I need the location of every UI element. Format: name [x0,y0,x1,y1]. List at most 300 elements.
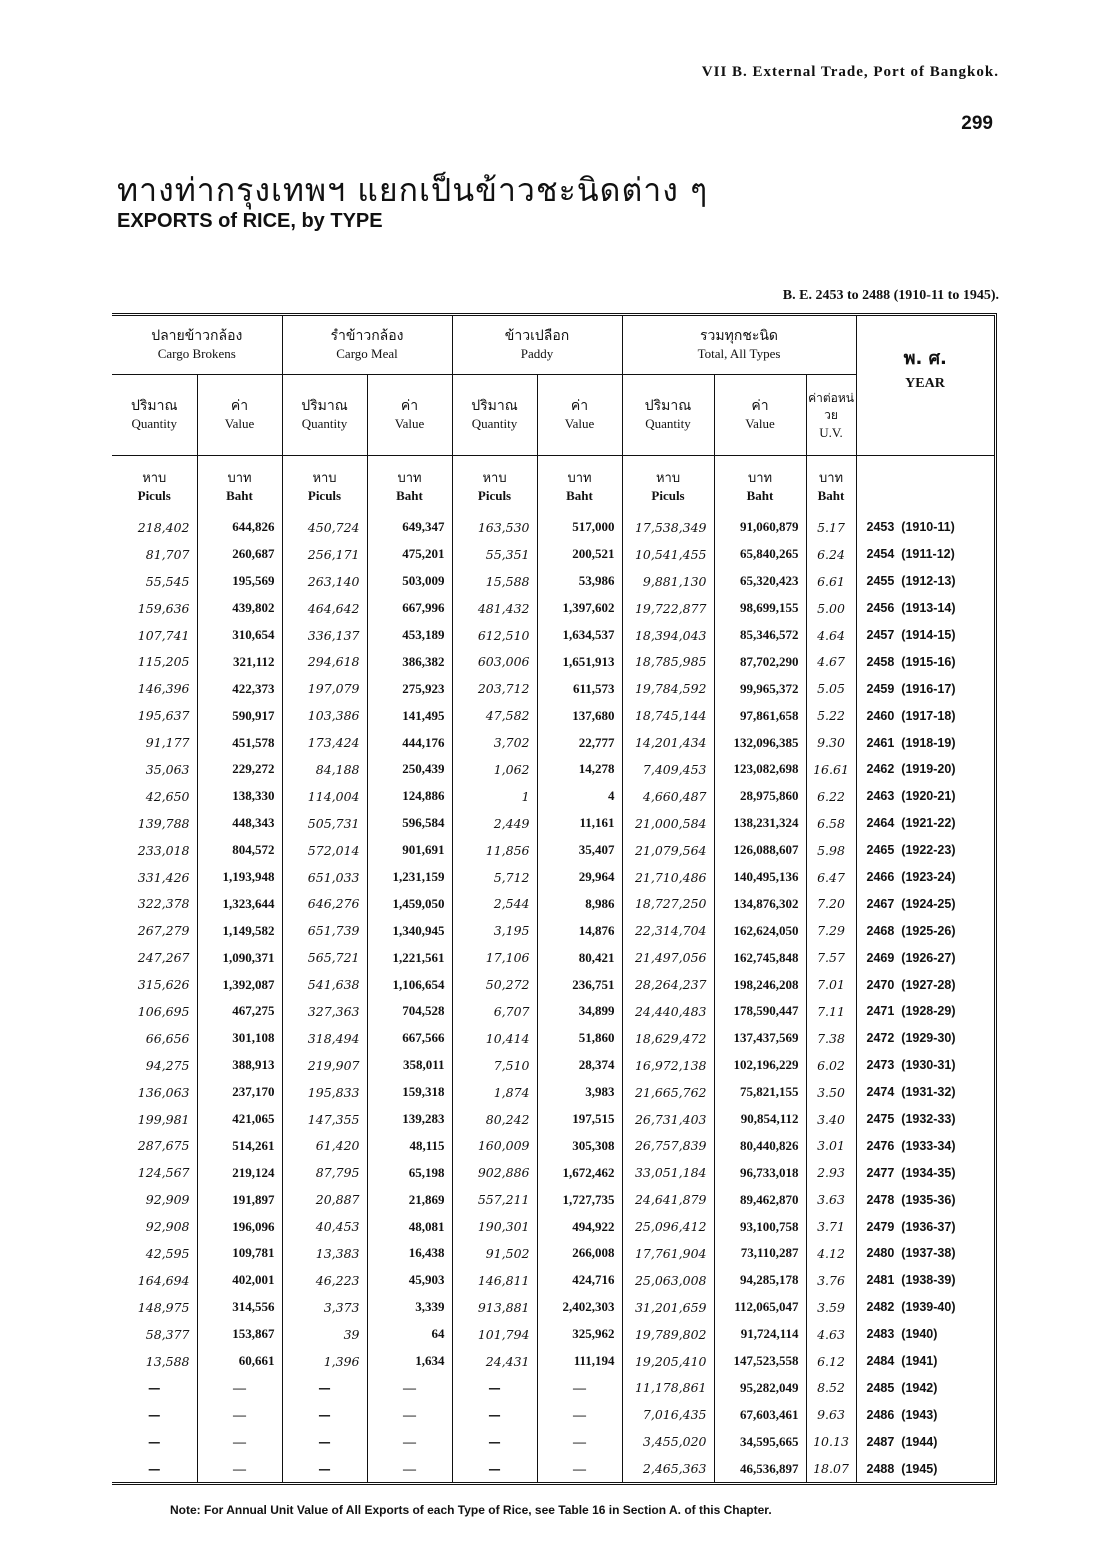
col-label-thai: ค่า [230,398,249,414]
brokens-value-cell: 1,323,644 [197,890,282,917]
year-ad: (1923-24) [901,870,956,885]
unit-label: Piculs [651,487,685,503]
year-ad: (1944) [901,1434,938,1449]
total-value-cell: 102,196,229 [714,1052,806,1079]
unit-value-cell: 4.12 [806,1240,856,1267]
group-label: Cargo Meal [336,346,398,361]
total-value-cell: 75,821,155 [714,1079,806,1106]
meal-value-cell: 1,231,159 [367,864,452,891]
brokens-quantity-cell: 124,567 [112,1159,197,1186]
col-label: U.V. [819,424,843,440]
group-total [622,316,856,375]
group-label-thai: รวมทุกชะนิด [700,328,779,344]
total-quantity-cell: 19,789,802 [622,1321,714,1348]
table-row [112,1294,994,1321]
unit-piculs [282,456,367,515]
meal-quantity-cell: 197,079 [282,675,367,702]
year-cell [856,1294,994,1321]
year-cell [856,595,994,622]
year-ad: (1918-19) [901,735,956,750]
paddy-value-cell: — [537,1401,622,1428]
total-quantity-cell: 21,497,056 [622,944,714,971]
year-be: 2485 [866,1380,895,1395]
paddy-value-cell: 53,986 [537,568,622,595]
brokens-value-cell: 439,802 [197,595,282,622]
group-label: Cargo Brokens [157,346,236,361]
unit-value-cell: 3.01 [806,1132,856,1159]
brokens-value-cell: 109,781 [197,1240,282,1267]
unit-value-cell: 4.63 [806,1321,856,1348]
year-ad: (1931-32) [901,1085,956,1100]
meal-quantity-cell: 219,907 [282,1052,367,1079]
col-label-thai: ค่า [570,398,589,414]
col-label: Value [745,416,775,431]
brokens-value-cell: 60,661 [197,1348,282,1375]
table-row [112,1186,994,1213]
paddy-value-cell: 8,986 [537,890,622,917]
year-ad: (1936-37) [901,1219,956,1234]
brokens-value-cell: 138,330 [197,783,282,810]
total-value-cell: 138,231,324 [714,810,806,837]
year-ad: (1910-11) [901,520,955,535]
brokens-quantity-cell: 164,694 [112,1267,197,1294]
paddy-quantity-cell: 1,062 [452,756,537,783]
year-ad: (1937-38) [901,1246,956,1261]
year-cell [856,1132,994,1159]
brokens-value-cell: 467,275 [197,998,282,1025]
year-be: 2465 [866,843,895,858]
meal-value-cell: 124,886 [367,783,452,810]
year-ad: (1930-31) [901,1058,956,1073]
brokens-value-cell: — [197,1428,282,1455]
total-value-cell: 67,603,461 [714,1401,806,1428]
unit-value-cell: 7.11 [806,998,856,1025]
year-cell [856,810,994,837]
total-quantity-cell: 26,757,839 [622,1132,714,1159]
unit-value-cell: 5.22 [806,702,856,729]
paddy-value-cell: 111,194 [537,1348,622,1375]
table-row [112,568,994,595]
unit-baht [537,456,622,515]
brokens-value-cell: 260,687 [197,541,282,568]
paddy-value-cell: 34,899 [537,998,622,1025]
table-row [112,1375,994,1402]
year-be: 2483 [866,1327,895,1342]
year-ad: (1911-12) [901,547,955,562]
table-row [112,1079,994,1106]
total-quantity-cell: 21,000,584 [622,810,714,837]
meal-value-cell: 21,869 [367,1186,452,1213]
table-row [112,595,994,622]
table-row [112,514,994,541]
brokens-quantity-cell: 322,378 [112,890,197,917]
year-be: 2484 [866,1354,895,1369]
meal-value-cell: 475,201 [367,541,452,568]
table-row [112,648,994,675]
meal-value-cell: 667,996 [367,595,452,622]
brokens-value-cell: 321,112 [197,648,282,675]
year-ad: (1942) [901,1380,938,1395]
brokens-value-cell: 451,578 [197,729,282,756]
total-quantity-cell: 11,178,861 [622,1375,714,1402]
year-be: 2480 [866,1246,895,1261]
brokens-quantity-cell: 42,595 [112,1240,197,1267]
paddy-value-cell: — [537,1428,622,1455]
total-value-cell: 147,523,558 [714,1348,806,1375]
meal-quantity-cell: 103,386 [282,702,367,729]
year-cell [856,541,994,568]
year-ad: (1933-34) [901,1138,956,1153]
total-value-cell: 95,282,049 [714,1375,806,1402]
col-label-thai: ค่า [400,398,419,414]
unit-label: Baht [817,487,845,503]
brokens-quantity-cell: 148,975 [112,1294,197,1321]
brokens-value-cell: 804,572 [197,837,282,864]
unit-value-cell: 18.07 [806,1455,856,1482]
brokens-quantity-cell: 66,656 [112,1025,197,1052]
group-cargo-brokens [112,316,282,375]
year-be: 2488 [866,1461,895,1476]
meal-quantity-cell: — [282,1401,367,1428]
total-quantity-cell: 14,201,434 [622,729,714,756]
col-unit-value [806,375,856,456]
section-header: VII B. External Trade, Port of Bangkok. [701,64,999,80]
year-cell [856,648,994,675]
meal-value-cell: 901,691 [367,837,452,864]
year-be: 2464 [866,816,895,831]
year-cell [856,1455,994,1482]
meal-quantity-cell: 13,383 [282,1240,367,1267]
brokens-quantity-cell: — [112,1428,197,1455]
brokens-quantity-cell: 13,588 [112,1348,197,1375]
brokens-value-cell: 237,170 [197,1079,282,1106]
units-row [112,456,994,515]
year-cell [856,1186,994,1213]
total-value-cell: 91,060,879 [714,514,806,541]
year-cell [856,1106,994,1133]
year-be: 2474 [866,1085,895,1100]
paddy-quantity-cell: — [452,1401,537,1428]
col-quantity [282,375,367,456]
unit-value-cell: 3.76 [806,1267,856,1294]
paddy-quantity-cell: — [452,1428,537,1455]
brokens-value-cell: 301,108 [197,1025,282,1052]
meal-quantity-cell: 336,137 [282,622,367,649]
brokens-quantity-cell: 331,426 [112,864,197,891]
paddy-value-cell: 35,407 [537,837,622,864]
paddy-quantity-cell: 91,502 [452,1240,537,1267]
page-number: 299 [961,113,993,134]
paddy-value-cell: 28,374 [537,1052,622,1079]
total-quantity-cell: 18,727,250 [622,890,714,917]
unit-value-cell: 3.50 [806,1079,856,1106]
table-row [112,1401,994,1428]
col-value [537,375,622,456]
table-row [112,890,994,917]
paddy-quantity-cell: 55,351 [452,541,537,568]
table-row [112,810,994,837]
year-be: 2462 [866,762,895,777]
meal-quantity-cell: 565,721 [282,944,367,971]
brokens-value-cell: 229,272 [197,756,282,783]
meal-quantity-cell: 20,887 [282,1186,367,1213]
year-be: 2467 [866,896,895,911]
col-label: Value [394,416,425,431]
meal-value-cell: 48,081 [367,1213,452,1240]
year-cell [856,1025,994,1052]
table-row [112,1213,994,1240]
unit-value-cell: 4.64 [806,622,856,649]
year-ad: (1945) [901,1461,938,1476]
year-be: 2453 [866,520,895,535]
year-ad: (1917-18) [901,708,956,723]
paddy-value-cell: 14,278 [537,756,622,783]
year-be: 2473 [866,1058,895,1073]
meal-value-cell: 1,221,561 [367,944,452,971]
total-value-cell: 132,096,385 [714,729,806,756]
brokens-value-cell: 388,913 [197,1052,282,1079]
unit-label: Baht [746,487,774,503]
total-value-cell: 198,246,208 [714,971,806,998]
paddy-value-cell: 1,672,462 [537,1159,622,1186]
col-label: Value [224,416,255,431]
total-value-cell: 89,462,870 [714,1186,806,1213]
meal-value-cell: 139,283 [367,1106,452,1133]
brokens-value-cell: 422,373 [197,675,282,702]
brokens-quantity-cell: 315,626 [112,971,197,998]
group-label: Paddy [520,346,554,361]
year-cell [856,1321,994,1348]
year-ad: (1941) [901,1354,938,1369]
meal-value-cell: — [367,1375,452,1402]
paddy-quantity-cell: 6,707 [452,998,537,1025]
unit-label: Piculs [137,487,171,503]
unit-value-cell: 7.01 [806,971,856,998]
year-be: 2487 [866,1434,895,1449]
col-label-thai: ค่า [751,398,769,414]
meal-quantity-cell: 327,363 [282,998,367,1025]
paddy-quantity-cell: 80,242 [452,1106,537,1133]
paddy-quantity-cell: 603,006 [452,648,537,675]
paddy-value-cell: — [537,1455,622,1482]
brokens-value-cell: 644,826 [197,514,282,541]
total-value-cell: 80,440,826 [714,1132,806,1159]
total-quantity-cell: 10,541,455 [622,541,714,568]
meal-quantity-cell: 195,833 [282,1079,367,1106]
total-quantity-cell: 19,205,410 [622,1348,714,1375]
total-value-cell: 98,699,155 [714,595,806,622]
meal-quantity-cell: 651,739 [282,917,367,944]
total-quantity-cell: 16,972,138 [622,1052,714,1079]
unit-piculs [622,456,714,515]
total-value-cell: 112,065,047 [714,1294,806,1321]
year-cell [856,514,994,541]
meal-quantity-cell: 87,795 [282,1159,367,1186]
paddy-quantity-cell: 101,794 [452,1321,537,1348]
total-quantity-cell: 28,264,237 [622,971,714,998]
paddy-value-cell: 14,876 [537,917,622,944]
year-cell [856,1267,994,1294]
meal-quantity-cell: 646,276 [282,890,367,917]
total-value-cell: 87,702,290 [714,648,806,675]
table-row [112,837,994,864]
brokens-value-cell: — [197,1455,282,1482]
meal-value-cell: 453,189 [367,622,452,649]
brokens-quantity-cell: 94,275 [112,1052,197,1079]
total-value-cell: 65,320,423 [714,568,806,595]
paddy-value-cell: 3,983 [537,1079,622,1106]
brokens-quantity-cell: 218,402 [112,514,197,541]
paddy-quantity-cell: 913,881 [452,1294,537,1321]
brokens-quantity-cell: 139,788 [112,810,197,837]
total-value-cell: 99,965,372 [714,675,806,702]
paddy-quantity-cell: 612,510 [452,622,537,649]
year-be: 2460 [866,708,895,723]
unit-value-cell: 3.59 [806,1294,856,1321]
year-cell [856,1052,994,1079]
year-cell [856,783,994,810]
year-ad: (1915-16) [901,654,956,669]
meal-quantity-cell: 263,140 [282,568,367,595]
unit-piculs [112,456,197,515]
year-be: 2478 [866,1192,895,1207]
year-cell [856,944,994,971]
unit-value-cell: 9.30 [806,729,856,756]
paddy-value-cell: 517,000 [537,514,622,541]
year-cell [856,1401,994,1428]
unit-value-cell: 4.67 [806,648,856,675]
table-row [112,783,994,810]
unit-label-thai: หาบ [655,470,681,486]
total-quantity-cell: 18,394,043 [622,622,714,649]
total-quantity-cell: 9,881,130 [622,568,714,595]
total-quantity-cell: 7,409,453 [622,756,714,783]
brokens-quantity-cell: 35,063 [112,756,197,783]
year-cell [856,756,994,783]
unit-label: Baht [226,487,253,503]
table-row [112,1106,994,1133]
year-be: 2463 [866,789,895,804]
paddy-value-cell: 266,008 [537,1240,622,1267]
meal-value-cell: 250,439 [367,756,452,783]
total-value-cell: 94,285,178 [714,1267,806,1294]
total-quantity-cell: 17,761,904 [622,1240,714,1267]
paddy-value-cell: 51,860 [537,1025,622,1052]
brokens-quantity-cell: 233,018 [112,837,197,864]
total-value-cell: 85,346,572 [714,622,806,649]
table-row [112,1159,994,1186]
brokens-value-cell: 1,392,087 [197,971,282,998]
unit-value-cell: 3.63 [806,1186,856,1213]
brokens-value-cell: 421,065 [197,1106,282,1133]
meal-quantity-cell: 3,373 [282,1294,367,1321]
meal-value-cell: 1,106,654 [367,971,452,998]
meal-quantity-cell: 1,396 [282,1348,367,1375]
paddy-value-cell: 11,161 [537,810,622,837]
table-row [112,756,994,783]
unit-label: Piculs [307,487,342,503]
table-row [112,944,994,971]
year-be: 2481 [866,1273,895,1288]
col-value [197,375,282,456]
paddy-quantity-cell: 190,301 [452,1213,537,1240]
total-value-cell: 140,495,136 [714,864,806,891]
unit-value-cell: 8.52 [806,1375,856,1402]
paddy-quantity-cell: 24,431 [452,1348,537,1375]
total-quantity-cell: 2,465,363 [622,1455,714,1482]
brokens-quantity-cell: 115,205 [112,648,197,675]
table-body [112,514,994,1482]
brokens-value-cell: 1,149,582 [197,917,282,944]
year-be: 2461 [866,735,895,750]
year-ad: (1932-33) [901,1112,956,1127]
year-cell [856,568,994,595]
year-be: 2455 [866,574,895,589]
meal-quantity-cell: 294,618 [282,648,367,675]
brokens-quantity-cell: 42,650 [112,783,197,810]
brokens-value-cell: 1,090,371 [197,944,282,971]
year-cell [856,890,994,917]
unit-baht [806,456,856,515]
year-be: 2475 [866,1112,895,1127]
group-label: Total, All Types [697,346,781,361]
year-ad: (1920-21) [901,789,956,804]
meal-value-cell: — [367,1401,452,1428]
unit-value-cell: 16.61 [806,756,856,783]
group-header-row [112,316,994,375]
table-row [112,1132,994,1159]
brokens-value-cell: — [197,1401,282,1428]
unit-label: Baht [566,487,593,503]
year-be: 2457 [866,628,895,642]
total-quantity-cell: 22,314,704 [622,917,714,944]
paddy-value-cell: 424,716 [537,1267,622,1294]
year-ad: (1924-25) [901,896,956,911]
table-row [112,675,994,702]
table-row [112,864,994,891]
unit-label: Baht [396,487,423,503]
meal-quantity-cell: 61,420 [282,1132,367,1159]
group-label-thai: ปลายข้าวกล้อง [151,328,243,344]
table-row [112,1025,994,1052]
unit-label-thai: บาท [567,470,592,486]
year-cell [856,729,994,756]
year-cell [856,1348,994,1375]
year-cell [856,971,994,998]
meal-value-cell: 141,495 [367,702,452,729]
total-value-cell: 91,724,114 [714,1321,806,1348]
table-row [112,1052,994,1079]
table-row [112,1321,994,1348]
paddy-value-cell: 1,397,602 [537,595,622,622]
brokens-quantity-cell: 92,909 [112,1186,197,1213]
meal-quantity-cell: 450,724 [282,514,367,541]
exports-table-container [112,313,997,1485]
paddy-quantity-cell: 3,702 [452,729,537,756]
year-cell [856,622,994,649]
table-row [112,1267,994,1294]
total-value-cell: 97,861,658 [714,702,806,729]
total-quantity-cell: 25,096,412 [622,1213,714,1240]
col-quantity [622,375,714,456]
col-label: Quantity [645,416,691,431]
year-ad: (1925-26) [901,923,956,938]
brokens-quantity-cell: 267,279 [112,917,197,944]
unit-value-cell: 6.61 [806,568,856,595]
total-value-cell: 34,595,665 [714,1428,806,1455]
unit-value-cell: 7.38 [806,1025,856,1052]
meal-value-cell: 65,198 [367,1159,452,1186]
